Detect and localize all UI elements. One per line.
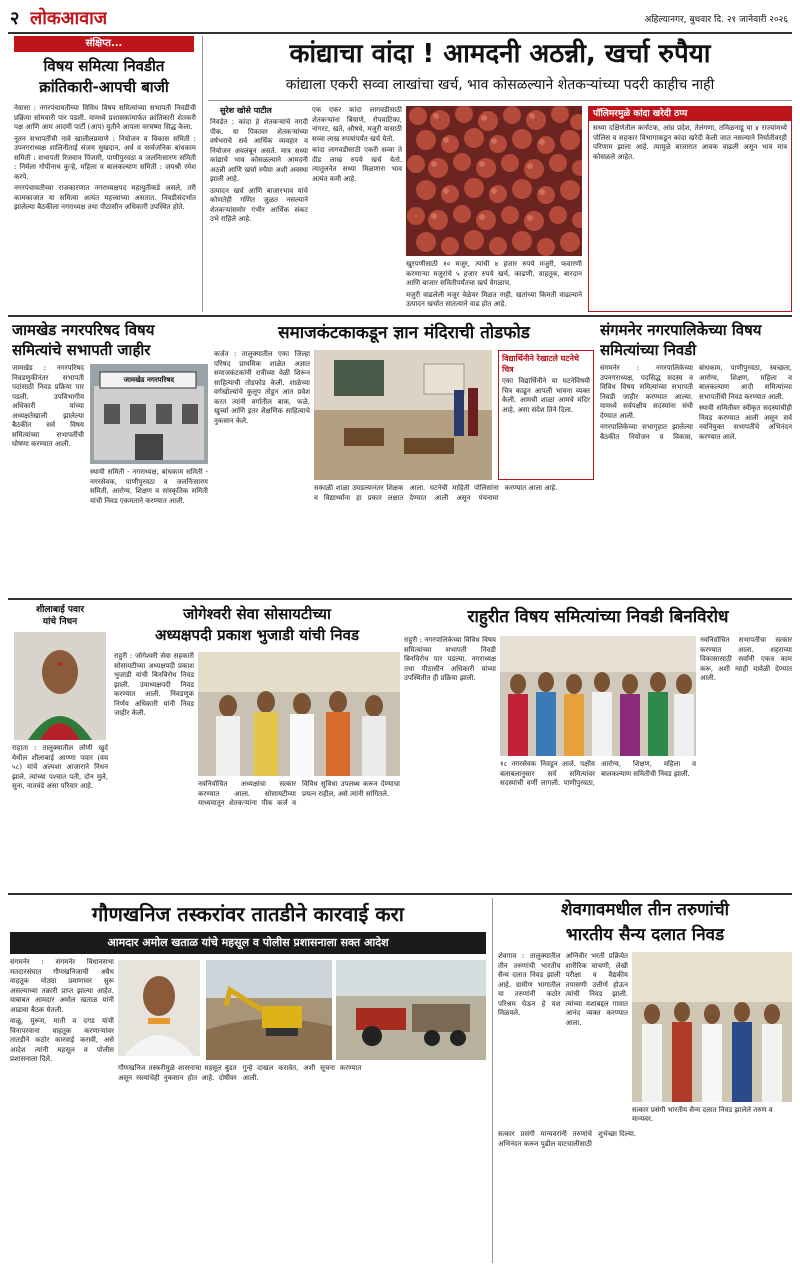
col-divider-2: [492, 898, 493, 1263]
temple-para-2: सकाळी शाळा उघडल्यानंतर शिक्षक व विद्यार्थ्यांना हा प्रकार लक्षात आला. घटनेची माहिती पोलिसांना देण्यात आली असून पंचनामा करण्यात आला आहे.: [314, 484, 558, 502]
onion-box-body: सध्या दक्षिणेतील कर्नाटक, आंध्र प्रदेश, तेलंगणा, तमिळनाडू या ४ राज्यांमध्ये पोलिस व सहकार विभागाकडून कांदा खरेदी केली जात नसल्याने निर्यातीवरही परिणाम झाला आहे. त्यामुळे बाजारात आवक वाढली असून भाव मात्र कोसळले आहेत.: [593, 124, 787, 161]
section-rule-1: [8, 315, 792, 317]
brief-headline-2: क्रांतिकारी-आपची बाजी: [39, 78, 169, 96]
temple-body-2: [314, 484, 594, 594]
brief-body: [14, 104, 196, 304]
excavator-photo: [206, 960, 332, 1060]
minerals-subhead: आमदार अमोल खताळ यांचे महसूल व पोलीस प्रशासनाला सक्त आदेश: [107, 936, 389, 949]
shevgaon-headline: [498, 898, 792, 948]
brief-tag-label: संक्षिप्त...: [85, 38, 123, 49]
shevgaon-headline-2: भारतीय सैन्य दलात निवड: [565, 925, 725, 945]
onion-illustration: [406, 106, 582, 256]
main-col2-para-1: एक एकर कांदा लागवडीसाठी शेतकऱ्यांना बियाणे, रोपवाटिका, नांगरट, खते, औषधे, मजुरी यासाठी सव्वा लाख रुपयांपर्यंत खर्च येतो.: [312, 106, 402, 143]
brief-para-1: नेवासा : नगरपंचायतीच्या विविध विषय समित्यांच्या सभापती निवडीची प्रक्रिया सोमवारी पार पडली. यामध्ये प्रशासकांमार्फत क्रांतिकारी शेतकरी पक्ष आणि आम आदमी पार्टी (आप) युतीने आपला वरचष्मा सिद्ध केला.: [14, 104, 196, 131]
classroom-illustration: [314, 350, 492, 480]
minerals-para-1: संगमनेर : संगमनेर विधानसभा मतदारसंघात गौणखनिजाची अवैध वाहतूक मोठ्या प्रमाणावर सुरू असल्याच्या तक्रारी प्राप्त झाल्या आहेत. याबाबत आमदार अमोल खताळ यांनी आढावा बैठक घेतली.: [10, 958, 114, 1014]
sangamner-body: [600, 364, 792, 594]
rahuri-body-1: [404, 636, 496, 890]
main-col-3: [406, 260, 582, 312]
temple-side-box: [498, 350, 594, 480]
main-col3-para-1: खुरपणीसाठी १० मजूर, त्यांची ४ हजार रुपये मजुरी, फवारणी करणाऱ्या मजुरांचे ५ हजार रुपये खर्च, काढणी, वाहतूक, बारदान आणि बाजार समितीपर्यंतचा खर्च वेगळाच.: [406, 260, 582, 287]
jamkhed-sign: जामखेड नगरपरिषद: [123, 376, 175, 384]
shevgaon-para-2: अग्निवीर भरती प्रक्रियेत शारीरिक चाचणी, लेखी परीक्षा व वैद्यकीय तपासणी उत्तीर्ण होऊन त्यांची निवड झाली. त्यांच्या यशाबद्दल गावात आनंद व्यक्त करण्यात आला.: [565, 952, 628, 1027]
temple-para-1: कर्जत : तालुक्यातील एका जिल्हा परिषद प्राथमिक शाळेत अज्ञात समाजकंटकांनी रात्रीच्या वेळी शिरून साहित्याची तोडफोड केली. शाळेच्या वर्गखोल्यांचे कुलूप तोडून आत प्रवेश करत त्यांनी वर्गातील बाक, फळे, खुर्च्या आणि इतर शैक्षणिक साहित्याचे नुकसान केले.: [214, 350, 310, 425]
rahuri-headline: राहुरीत विषय समित्यांच्या निवडी बिनविरोध: [467, 607, 729, 627]
shevgaon-para-1: शेवगाव : तालुक्यातील तीन तरुणांची भारतीय सैन्य दलात निवड झाली आहे. ग्रामीण भागातील या तरुणांनी कठोर परिश्रम घेऊन हे यश मिळवले.: [498, 952, 561, 1017]
obit-title-1: शीलाबाई पवार: [35, 605, 85, 615]
rahuri-para-2: १८ नगरसेवक निवडून आले. पक्षीय बलाबलानुसार सर्व समित्यांवर सदस्यांची वर्णी लागली. पाणीपुरवठा, आरोग्य, शिक्षण, महिला व बालकल्याण समितीची निवड झाली.: [500, 760, 696, 787]
masthead-rule: [8, 32, 792, 34]
brief-headline-1: विषय समित्या निवडीत: [43, 57, 165, 75]
excavator-illustration: [206, 960, 332, 1060]
main-subhead: कांद्याला एकरी सव्वा लाखांचा खर्च, भाव कोसळल्याने शेतकऱ्यांच्या पदरी काहीच नाही: [285, 77, 715, 93]
minerals-body-1: [10, 958, 114, 1263]
obit-body: राहाता : तालुक्यातील लोणी खुर्द येथील शीलाबाई आण्णा पवार (वय ५८) यांचे अल्पशा आजाराने निधन झाले. त्यांच्या पश्चात पती, दोन मुले, सुना, नातवंडे असा परिवार आहे.: [12, 744, 108, 790]
shevgaon-body-2: [498, 1130, 792, 1263]
shevgaon-caption: सत्कार प्रसंगी भारतीय सैन्य दलात निवड झालेले तरुण व मान्यवर.: [632, 1106, 773, 1123]
jogeshwari-body-2: [198, 780, 400, 890]
onion-box: [588, 106, 792, 312]
jogeshwari-headline-1: जोगेश्वरी सेवा सोसायटीच्या: [183, 605, 331, 623]
dateline: अहिल्यानगर, बुधवार दि. २१ जानेवारी २०२६: [644, 15, 788, 25]
main-col2-para-2: कांदा लागवडीसाठी एकरी सव्वा ते दीड लाख रुपये खर्च येतो. त्यातुलनेत सध्या मिळणारा भाव अत्यंत कमी आहे.: [312, 146, 402, 183]
sangamner-headline: संगमनेर नगरपालिकेच्या विषय समित्यांच्या निवडी: [600, 321, 762, 359]
jogeshwari-para-1: राहुरी : जोगेश्वरी सेवा सहकारी सोसायटीच्या अध्यक्षपदी प्रकाश भुजाडी यांची बिनविरोध निवड झाली. उपाध्यक्षपदी निवड करण्यात आली. निवडणूक निर्णय अधिकारी यांनी निवड जाहीर केली.: [114, 652, 194, 717]
temple-side-title: विद्यार्थिनीने रेखाटले घटनेचे चित्र: [502, 354, 579, 374]
jogeshwari-headline: [114, 604, 400, 646]
minerals-body-2: [118, 1064, 486, 1263]
brief-tag: [14, 36, 194, 52]
jogeshwari-body-1: [114, 652, 194, 890]
brief-para-2: नूतन सभापतींची नावे खालीलप्रमाणे : नियोजन व विकास समिती : उपनगराध्यक्ष शालिनीताई संजय सुखदान, अर्थ व सार्वजनिक बांधकाम समिती : सभापती रिजवान पिंजारी, पाणीपुरवठा व जलनिःसारण समिती : निर्मला गोपीनाथ कुऱ्हे, महिला व बालकल्याण समिती : जयश्री रमेश करपे.: [14, 134, 196, 181]
rahuri-para-3: नवनिर्वाचित सभापतींचा सत्कार करण्यात आला. शहराच्या विकासासाठी सर्वांनी एकत्र काम करू, अशी ग्वाही यावेळी देण्यात आली.: [700, 636, 792, 682]
sangamner-para-1: संगमनेर : नगरपालिकेच्या उपनगराध्यक्ष, पदसिद्ध सदस्य व विविध विषय समित्यांच्या सभापती निवडी जाहीर करण्यात आल्या. यामध्ये सर्वपक्षीय सदस्यांना संधी देण्यात आली.: [600, 364, 693, 420]
rahuri-photo: [500, 636, 696, 756]
brief-para-3: नगरपंचायतीच्या राजकारणात नगराध्यक्षपद महायुतीकडे असले, तरी कामकाजात या समित्या अत्यंत महत्त्वाच्या असतात. निवडीसंदर्भात झालेल्या बैठकीला नगराध्यक्ष तथा पीठासीन अधिकारी उपस्थित होते.: [14, 184, 196, 211]
byline: सुरेश खोसे पाटील: [220, 106, 272, 115]
main-col-2: [312, 106, 402, 310]
shevgaon-body-1: [498, 952, 628, 1102]
minerals-para-2: वाळू, मुरूम, माती व दगड यांची विनापरवाना वाहतूक करणाऱ्यांवर तातडीने कठोर कारवाई करावी, असे आदेश त्यांनी महसूल व पोलीस प्रशासनाला दिले.: [10, 1017, 114, 1063]
jamkhed-photo: [90, 364, 208, 464]
shevgaon-group-illustration: [632, 952, 792, 1102]
jogeshwari-para-2: नवनिर्वाचित अध्यक्षांचा सत्कार करण्यात आला. सोसायटीच्या माध्यमातून शेतकऱ्यांना पीक कर्ज व विविध सुविधा उपलब्ध करून देण्याचा प्रयत्न राहील, असे त्यांनी सांगितले.: [198, 780, 400, 807]
temple-side-body: एका विद्यार्थिनीने या घटनेविषयी चित्र काढून आपली भावना व्यक्त केली. आमची शाळा आमचे मंदिर आहे, असा संदेश तिने दिला.: [502, 377, 590, 414]
onion-photo: [406, 106, 582, 256]
section-rule-2: [8, 598, 792, 600]
group-illustration: [500, 636, 696, 756]
obit-title: [12, 604, 108, 628]
tractor-illustration: [336, 960, 486, 1060]
section-rule-3: [8, 893, 792, 895]
rahuri-para-1: राहुरी : नगरपालिकेच्या विविध विषय समित्यांच्या सभापती निवडी बिनविरोध पार पडल्या. नगराध्यक्ष तथा पीठासीन अधिकारी यांच्या उपस्थितीत ही प्रक्रिया झाली.: [404, 636, 496, 682]
main-headline: कांद्याचा वांदा ! आमदनी अठन्नी, खर्चा रुपैया: [289, 39, 711, 69]
paper-name: लोकआवाज: [30, 8, 108, 29]
classroom-photo: [314, 350, 492, 480]
brief-headline: [14, 56, 194, 98]
mla-photo: [118, 960, 200, 1056]
shevgaon-headline-1: शेवगावमधील तीन तरुणांची: [560, 900, 730, 920]
jamkhed-body-left: [12, 364, 84, 594]
col-divider: [202, 36, 203, 312]
jamkhed-para-1: जामखेड : नगरपरिषद निवडणुकीनंतर सभापती पदांसाठी निवड प्रक्रिया पार पडली. उपविभागीय अधिकारी यांच्या अध्यक्षतेखाली झालेल्या बैठकीत सर्व विषय समित्यांच्या सभापतींची घोषणा करण्यात आली.: [12, 364, 84, 448]
main-col1-para-2: उत्पादन खर्च आणि बाजारभाव यांचे कोणतेही गणित जुळत नसल्याने शेतकऱ्यांसमोर गंभीर आर्थिक संकट उभे राहिले आहे.: [210, 186, 308, 223]
minerals-subhead-band: [10, 932, 486, 954]
tractor-photo: [336, 960, 486, 1060]
obit-photo: [14, 632, 106, 740]
main-rule: [208, 100, 792, 101]
masthead: [8, 4, 792, 30]
shevgaon-photo: [632, 952, 792, 1102]
portrait-illustration: [14, 632, 106, 740]
minerals-headline: गौणखनिज तस्करांवर तातडीने कारवाई करा: [92, 902, 404, 926]
minerals-para-3: गौणखनिज तस्करीमुळे शासनाचा महसूल बुडत असून रस्त्यांचेही नुकसान होत आहे. दोषींवर गुन्हे दाखल करावेत, अशी सूचना करण्यात आली.: [118, 1064, 362, 1082]
jamkhed-para-2: स्थायी समिती - नगराध्यक्ष, बांधकाम समिती - नगरसेवक, पाणीपुरवठा व जलनिःसारण समिती, आरोग्य, शिक्षण व सांस्कृतिक समिती यांची निवड एकमताने करण्यात आली.: [90, 468, 208, 505]
jogeshwari-photo: [198, 652, 400, 776]
onion-box-title: पॉलिमरमुळे कांदा खरेदी ठप्प: [589, 107, 791, 121]
main-col1-para-1: निवडेत : कांदा हे शेतकऱ्यांचे नगदी पीक. या पिकावर शेतकऱ्यांच्या वर्षभराचे सर्व आर्थिक व्यवहार व नियोजन अवलंबून असते. मात्र सध्या कांद्याचे भाव कोसळल्याने आमदनी अठन्नी आणि खर्चा रुपैया अशी अवस्था झाली आहे.: [210, 118, 308, 183]
obit-title-2: यांचे निधन: [42, 617, 78, 627]
shevgaon-para-3: सत्कार प्रसंगी मान्यवरांनी तरुणांचे अभिनंदन करून पुढील वाटचालीसाठी शुभेच्छा दिल्या.: [498, 1130, 637, 1148]
temple-body-1: [214, 350, 310, 594]
sangamner-para-2: नगरपालिकेच्या सभागृहात झालेल्या बैठकीत नियोजन व विकास, बांधकाम, पाणीपुरवठा, स्वच्छता, आरोग्य, शिक्षण, महिला व बालकल्याण आदी समित्यांच्या सभापतींची निवड करण्यात आली.: [600, 364, 792, 441]
main-col-1: [210, 118, 308, 310]
sangamner-para-3: स्थायी समितीवर स्वीकृत सदस्यांचीही निवड करण्यात आली असून सर्व नवनियुक्त सभापतींचे अभिनंदन करण्यात आले.: [699, 404, 792, 441]
temple-headline: समाजकंटकाकडून ज्ञान मंदिराची तोडफोड: [278, 323, 530, 343]
rahuri-body-3: [700, 636, 792, 890]
main-col3-para-2: मजुरी वाढलेली मजूर वेळेवर मिळत नाही. खतांच्या किमती वाढल्याने उत्पादन खर्चात सातत्याने वाढ होत आहे.: [406, 290, 582, 308]
mla-portrait: [118, 960, 200, 1056]
felicitation-illustration: [198, 652, 400, 776]
rahuri-body-2: [500, 760, 696, 890]
page-number: २: [10, 8, 20, 29]
jamkhed-headline: जामखेड नगरपरिषद विषय समित्यांचे सभापती जाहीर: [12, 321, 155, 359]
jogeshwari-headline-2: अध्यक्षपदी प्रकाश भुजाडी यांची निवड: [155, 626, 359, 644]
jamkhed-body-right: [90, 468, 208, 594]
